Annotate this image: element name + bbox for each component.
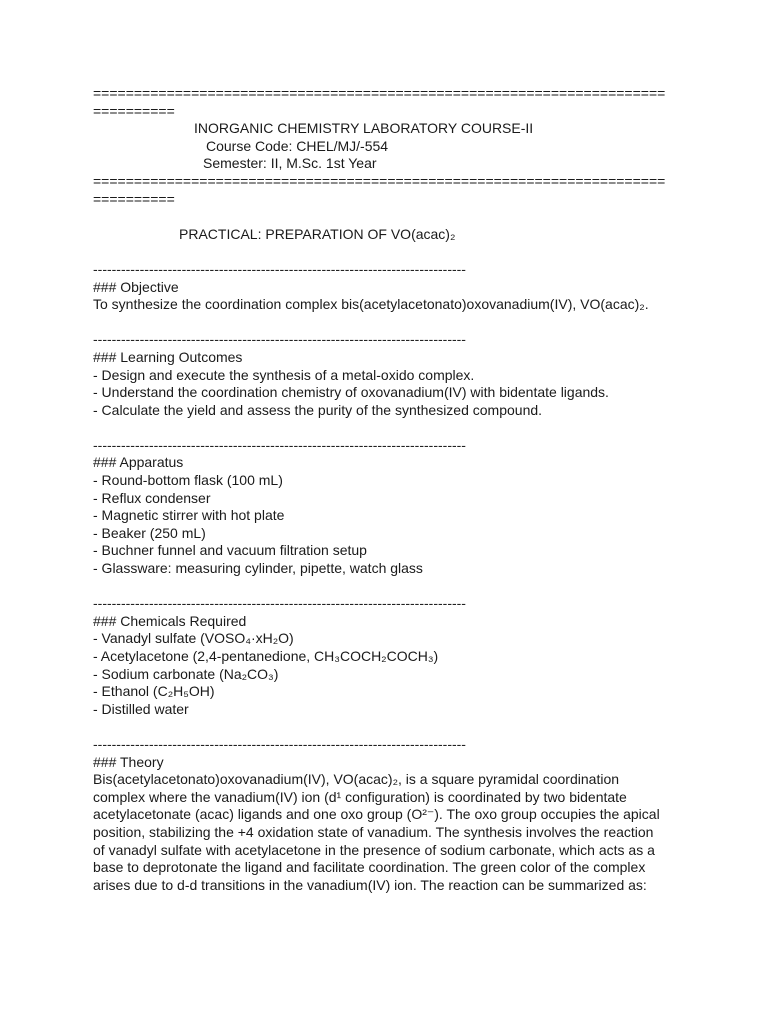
document-page (93, 85, 678, 894)
spacer (93, 419, 678, 437)
theory-text-line: acetylacetonate (acac) ligands and one oxo group (O²⁻). The oxo group occupies the apical (93, 806, 660, 823)
semester: Semester: II, M.Sc. 1st Year (203, 155, 377, 172)
theory-text-line: of vanadyl sulfate with acetylacetone in the presence of sodium carbonate, which acts as a (93, 841, 655, 858)
theory-text-line: base to deprotonate the ligand and facilitate coordination. The green color of the complex (93, 859, 646, 876)
list-item: - Glassware: measuring cylinder, pipette, watch glass (93, 560, 423, 577)
list-item: - Buchner funnel and vacuum filtration setup (93, 542, 367, 559)
theory-text-line: arises due to d-d transitions in the vanadium(IV) ion. The reaction can be summarized as: (93, 876, 647, 893)
theory-text-line: complex where the vanadium(IV) ion (d¹ configuration) is coordinated by two bidentate (93, 788, 627, 805)
spacer (93, 314, 678, 332)
objective-text: To synthesize the coordination complex bis(acetylacetonato)oxovanadium(IV), VO(acac)₂. (93, 296, 649, 313)
section-divider: -------------------------------------------------------------------------------- (93, 331, 466, 348)
list-item: - Round-bottom flask (100 mL) (93, 472, 283, 489)
list-item: - Reflux condenser (93, 489, 211, 506)
practical-title: PRACTICAL: PREPARATION OF VO(acac)₂ (179, 225, 456, 242)
theory-text-line: Bis(acetylacetonato)oxovanadium(IV), VO(acac)₂, is a square pyramidal coordination (93, 771, 620, 788)
list-item: - Sodium carbonate (Na₂CO₃) (93, 665, 279, 682)
spacer (93, 243, 678, 261)
list-item: - Distilled water (93, 700, 189, 717)
section-divider: -------------------------------------------------------------------------------- (93, 260, 466, 277)
spacer (93, 718, 678, 736)
header-rule-top: ====================================================================== (93, 85, 666, 101)
objective-heading: ### Objective (93, 278, 179, 295)
section-divider: -------------------------------------------------------------------------------- (93, 436, 466, 453)
course-title: INORGANIC CHEMISTRY LABORATORY COURSE-II (194, 120, 534, 137)
section-divider: -------------------------------------------------------------------------------- (93, 595, 466, 612)
theory-heading: ### Theory (93, 753, 164, 770)
list-item: - Beaker (250 mL) (93, 524, 206, 541)
list-item: - Magnetic stirrer with hot plate (93, 507, 285, 524)
list-item: - Vanadyl sulfate (VOSO₄·xH₂O) (93, 630, 294, 647)
theory-text-line: position, stabilizing the +4 oxidation state of vanadium. The synthesis involves the reaction (93, 823, 654, 840)
learning-outcomes-heading: ### Learning Outcomes (93, 348, 243, 365)
course-code: Course Code: CHEL/MJ/-554 (206, 137, 389, 154)
chemicals-heading: ### Chemicals Required (93, 612, 247, 629)
spacer (93, 578, 678, 596)
header-rule-bottom-continued: ========== (93, 190, 175, 207)
list-item: - Calculate the yield and assess the purity of the synthesized compound. (93, 401, 543, 418)
section-divider: -------------------------------------------------------------------------------- (93, 735, 466, 752)
header-rule-bottom: ====================================================================== (93, 172, 666, 189)
header-rule-top-continued: ========== (93, 102, 175, 119)
spacer (93, 208, 678, 226)
list-item: - Acetylacetone (2,4-pentanedione, CH₃COCH₂COCH₃) (93, 648, 439, 664)
list-item: - Design and execute the synthesis of a metal-oxido complex. (93, 366, 475, 383)
list-item: - Understand the coordination chemistry of oxovanadium(IV) with bidentate ligands. (93, 384, 609, 401)
apparatus-heading: ### Apparatus (93, 454, 184, 471)
list-item: - Ethanol (C₂H₅OH) (93, 683, 215, 700)
